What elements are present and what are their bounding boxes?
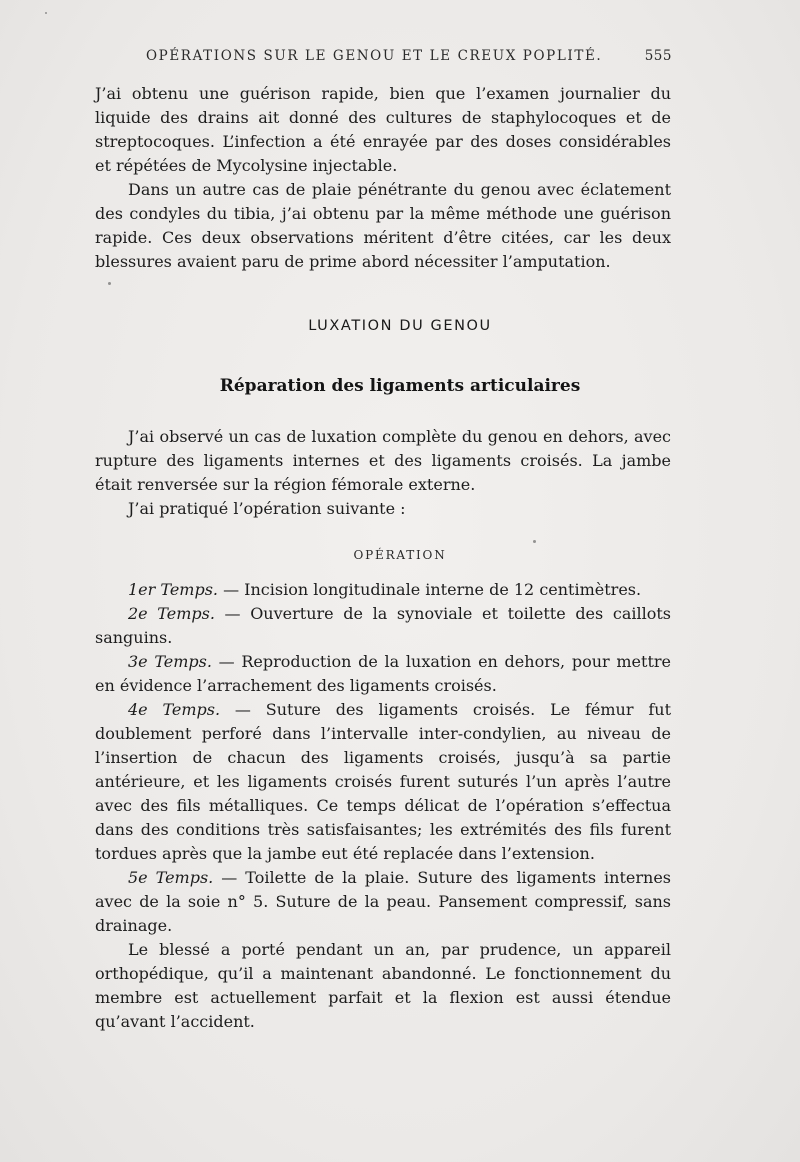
step-text: — Suture des ligaments croisés. Le fémur fut doublement perforé dans l’intervalle inter-condylien, au niveau de l’insertion de chacun des ligaments croisés, jusqu’à sa partie antérieure, et les ligaments croisés furent suturés l’un après l’autre avec des fils métalliques. Ce temps délicat de l’opération s’effectua dans des conditions très satisfaisantes; les extrémités des fils furent tordues après que la jambe eut été replacée dans l’extension. <box>95 700 671 863</box>
subsection-title: Réparation des ligaments articulaires <box>219 376 581 396</box>
case-paragraph-2: J’ai pratiqué l’opération suivante : <box>128 499 406 518</box>
intro-paragraph-1: J’ai obtenu une guérison rapide, bien que l’examen journalier du liquide des drains ait donné des cultures de staphylocoques et de streptocoques. L’infection a été enrayée par des doses considérables et répétées de Mycolysine injectable. <box>95 84 671 175</box>
operation-title: OPÉRATION <box>353 548 447 562</box>
operation-steps-block <box>95 578 671 1034</box>
operation-step <box>95 602 671 650</box>
case-description-block <box>95 425 671 521</box>
page-number: 555 <box>644 48 672 64</box>
operation-step <box>95 866 671 938</box>
operation-step <box>95 650 671 698</box>
step-label: 4e Temps. <box>128 700 221 719</box>
step-label: 1er Temps. <box>128 580 218 599</box>
step-text: — Reproduction de la luxation en dehors, pour mettre en évidence l’arrachement des ligaments croisés. <box>95 652 672 695</box>
case-paragraph-1: J’ai observé un cas de luxation complète du genou en dehors, avec rupture des ligaments internes et des ligaments croisés. La jambe était renversée sur la région fémorale externe. <box>95 427 671 494</box>
print-speck <box>108 282 111 285</box>
intro-block <box>95 82 671 274</box>
print-speck <box>533 540 536 543</box>
step-text: — Toilette de la plaie. Suture des ligaments internes avec de la soie n° 5. Suture de la peau. Pansement compressif, sans drainage. <box>95 868 672 935</box>
page-header <box>146 48 672 64</box>
conclusion-paragraph: Le blessé a porté pendant un an, par prudence, un appareil orthopédique, qu’il a maintenant abandonné. Le fonctionnement du membre est actuellement parfait et la flexion est aussi étendue qu’avant l’accident. <box>95 940 671 1031</box>
print-speck <box>45 12 47 14</box>
section-title: LUXATION DU GENOU <box>308 318 492 334</box>
operation-step <box>95 578 671 602</box>
step-label: 5e Temps. <box>128 868 214 887</box>
step-text: — Incision longitudinale interne de 12 centimètres. <box>218 580 642 599</box>
step-label: 2e Temps. <box>128 604 215 623</box>
operation-step <box>95 698 671 866</box>
step-text: — Ouverture de la synoviale et toilette des caillots sanguins. <box>95 604 672 647</box>
step-label: 3e Temps. <box>128 652 212 671</box>
intro-paragraph-2: Dans un autre cas de plaie pénétrante du genou avec éclatement des condyles du tibia, j’ai obtenu par la même méthode une guérison rapide. Ces deux observations méritent d’être citées, car les deux blessures avaient paru de prime abord nécessiter l’amputation. <box>95 180 671 271</box>
running-title: OPÉRATIONS SUR LE GENOU ET LE CREUX POPLITÉ. <box>146 48 603 64</box>
